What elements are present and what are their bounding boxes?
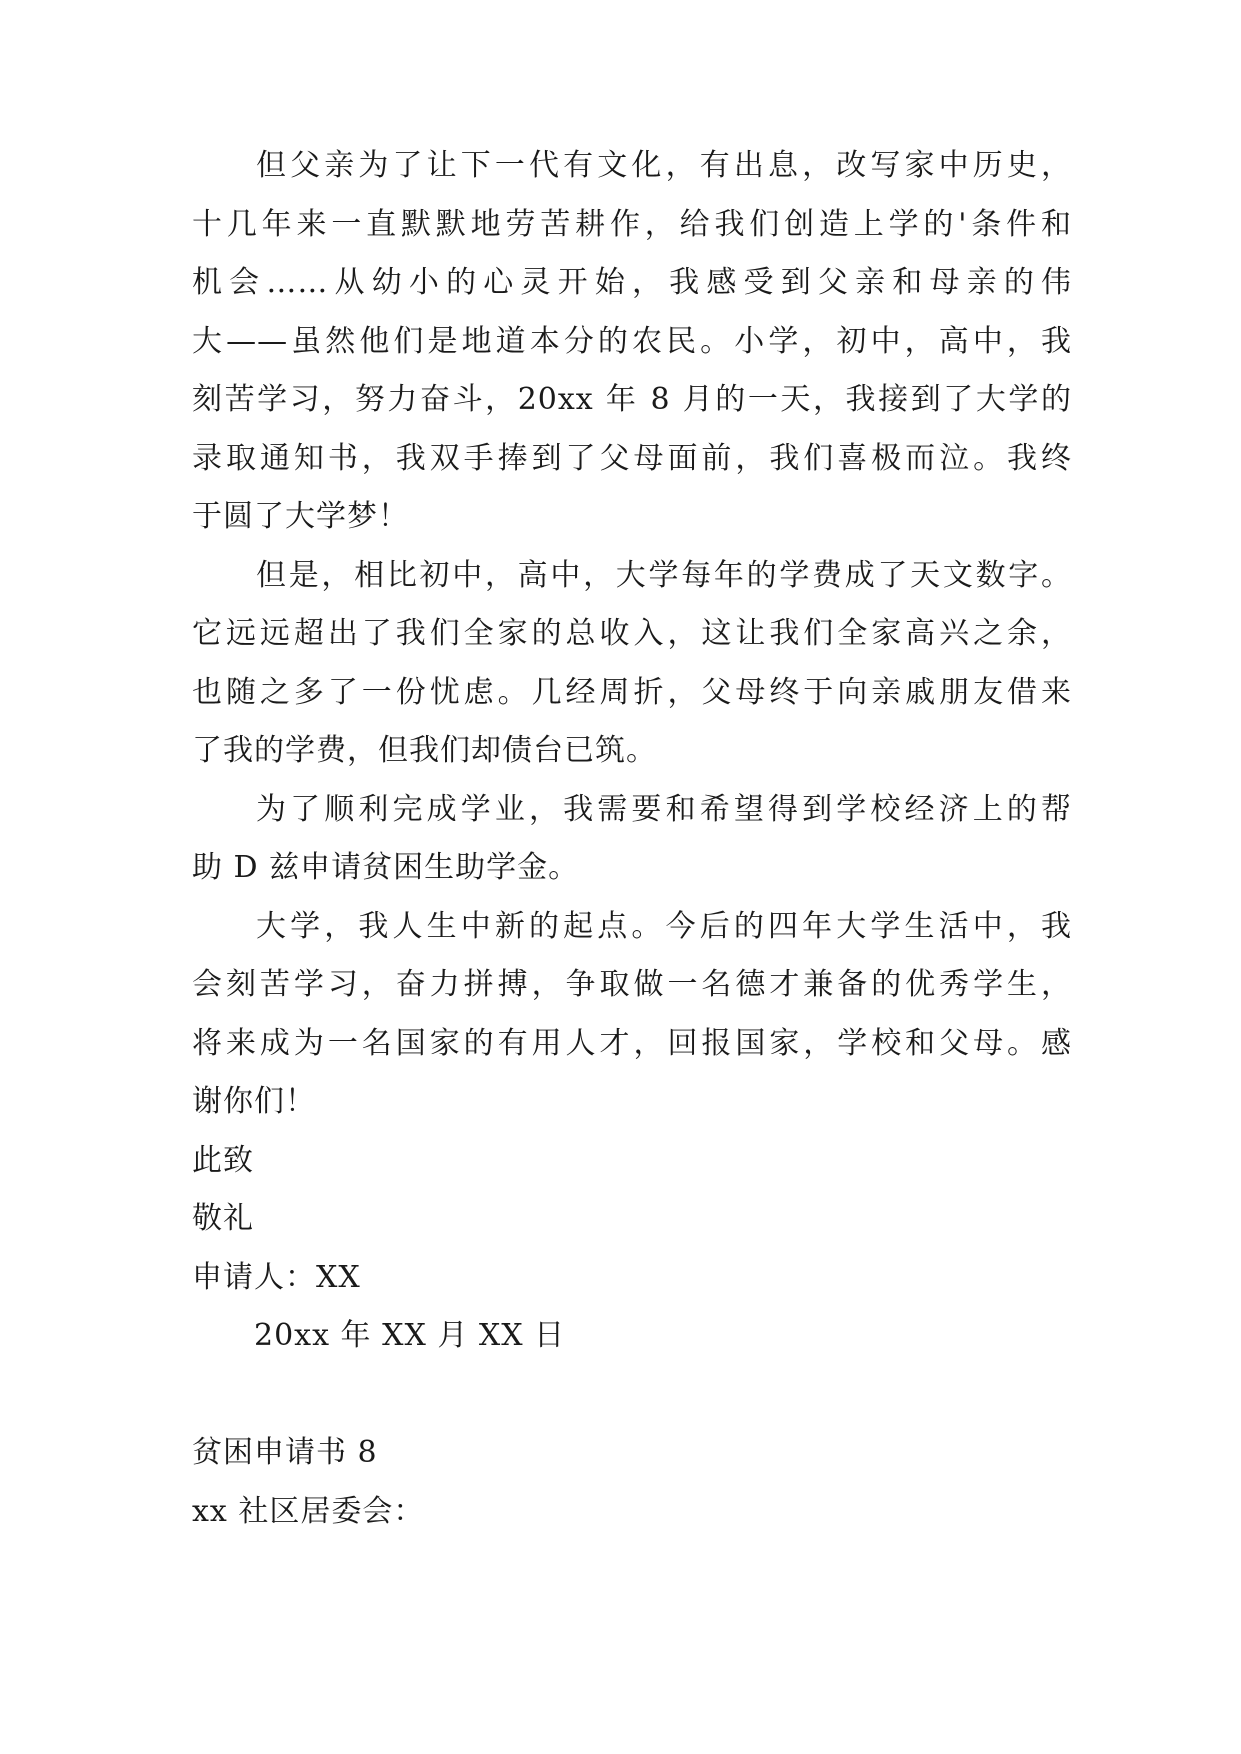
paragraph-2-line-4: 了我的学费，但我们却债台已筑。 xyxy=(192,733,657,768)
paragraph-4-line-4: 谢你们！ xyxy=(192,1084,316,1119)
addressee: xx 社区居委会： xyxy=(192,1494,425,1529)
paragraph-4-line-3: 将来成为一名国家的有用人才，回报国家，学校和父母。感 xyxy=(192,1026,1072,1061)
paragraph-1-line-5: 刻苦学习，努力奋斗，20xx 年 8 月的一天，我接到了大学的 xyxy=(192,382,1072,417)
paragraph-3-line-1: 为了顺利完成学业，我需要和希望得到学校经济上的帮 xyxy=(256,792,1072,827)
paragraph-3-line-2: 助 D 兹申请贫困生助学金。 xyxy=(192,850,580,885)
paragraph-2-line-2: 它远远超出了我们全家的总收入，这让我们全家高兴之余， xyxy=(192,616,1072,651)
section-title: 贫困申请书 8 xyxy=(192,1435,378,1470)
paragraph-2-line-1: 但是，相比初中，高中，大学每年的学费成了天文数字。 xyxy=(256,558,1072,593)
paragraph-1-line-4: 大——虽然他们是地道本分的农民。小学，初中，高中，我 xyxy=(192,324,1072,359)
paragraph-1-line-7: 于圆了大学梦！ xyxy=(192,499,409,534)
paragraph-1-line-3: 机会……从幼小的心灵开始，我感受到父亲和母亲的伟 xyxy=(192,265,1072,300)
paragraph-2-line-3: 也随之多了一份忧虑。几经周折，父母终于向亲戚朋友借来 xyxy=(192,675,1072,710)
salutation-cizhi: 此致 xyxy=(192,1143,254,1178)
paragraph-1-line-2: 十几年来一直默默地劳苦耕作，给我们创造上学的'条件和 xyxy=(192,207,1072,242)
paragraph-4-line-2: 会刻苦学习，奋力拼搏，争取做一名德才兼备的优秀学生， xyxy=(192,967,1072,1002)
paragraph-4-line-1: 大学，我人生中新的起点。今后的四年大学生活中，我 xyxy=(256,909,1072,944)
paragraph-1-line-6: 录取通知书，我双手捧到了父母面前，我们喜极而泣。我终 xyxy=(192,441,1072,476)
salutation-jingli: 敬礼 xyxy=(192,1201,254,1236)
applicant-name: 申请人：XX xyxy=(192,1260,361,1295)
application-date: 20xx 年 XX 月 XX 日 xyxy=(254,1318,566,1353)
paragraph-1-line-1: 但父亲为了让下一代有文化，有出息，改写家中历史， xyxy=(256,148,1072,183)
